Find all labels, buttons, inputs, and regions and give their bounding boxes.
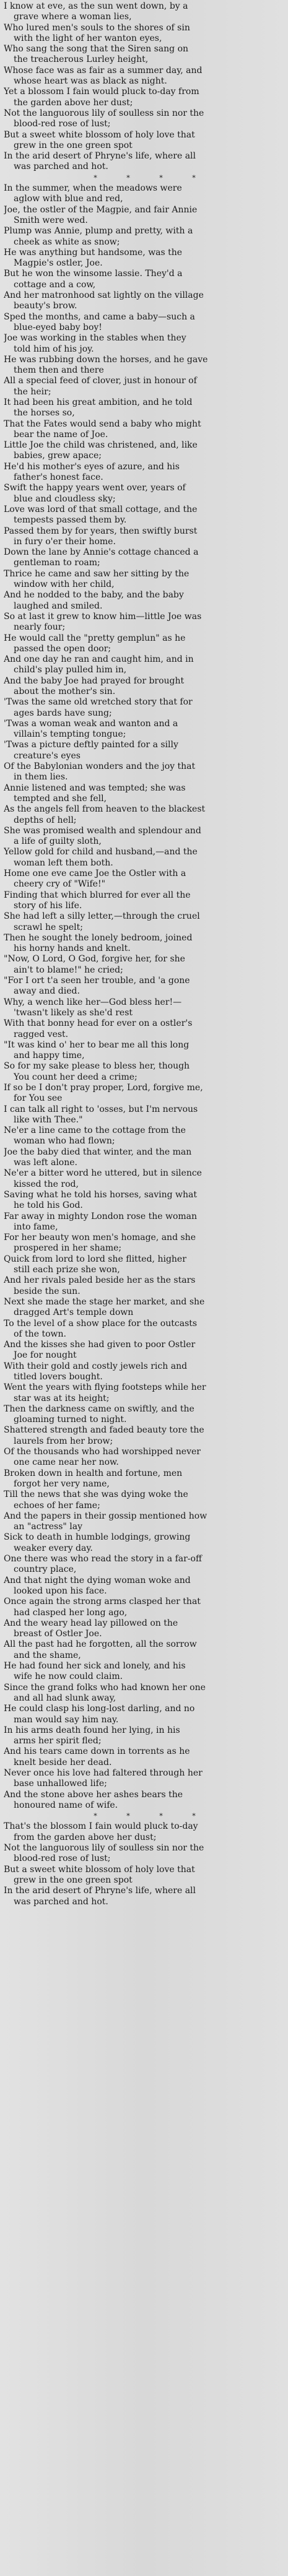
- poem-line: Far away in mighty London rose the woman: [4, 1211, 198, 1221]
- poem-line: laurels from her brow;: [14, 1436, 113, 1446]
- poem-line: One there was who read the story in a far-off: [4, 1554, 202, 1564]
- poem-line: Of the Babylonian wonders and the joy that: [4, 761, 196, 772]
- poem-line: a life of guilty sloth,: [14, 836, 102, 847]
- poem-line: If so be I don't pray proper, Lord, forgive me,: [4, 1082, 203, 1093]
- poem-line: father's honest face.: [14, 472, 103, 483]
- poem-line: Ne'er a line came to the cottage from the: [4, 1125, 186, 1136]
- poem-line: still each prize she won,: [14, 1265, 120, 1275]
- poem-line: cottage and a cow,: [14, 279, 96, 290]
- poem-line: Broken down in health and fortune, men: [4, 1468, 183, 1478]
- poem-line: I can talk all right to 'osses, but I'm nervous: [4, 1104, 198, 1114]
- section-separator: * * * *: [94, 173, 209, 182]
- poem-line: Love was lord of that small cottage, and the: [4, 504, 198, 514]
- poem-line: the heir;: [14, 386, 51, 397]
- poem-line: He'd his mother's eyes of azure, and his: [4, 461, 180, 472]
- poem-line: grew in the one green spot: [14, 140, 133, 150]
- poem-line: he told his God.: [14, 1200, 83, 1211]
- poem-line: echoes of her fame;: [14, 1500, 100, 1511]
- poem-line: With their gold and costly jewels rich and: [4, 1361, 188, 1371]
- poem-line: And her rivals paled beside her as the stars: [4, 1275, 196, 1286]
- poem-line: Passed them by for years, then swiftly burst: [4, 526, 198, 536]
- poem-line: window with her child,: [14, 579, 115, 590]
- poem-line: So for my sake please to bless her, though: [4, 1061, 190, 1072]
- poem-line: woman left them both.: [14, 857, 113, 868]
- poem-line: told him of his joy.: [14, 344, 94, 354]
- poem-line: in them lies.: [14, 772, 68, 783]
- poem-line: And he nodded to the baby, and the baby: [4, 590, 184, 601]
- poem-line: Why, a wench like her—God bless her!—: [4, 997, 182, 1007]
- poem-line: blood-red rose of lust;: [14, 1854, 111, 1864]
- poem-line: I know at eve, as the sun went down, by a: [4, 1, 188, 11]
- poem-line: Who lured men's souls to the shores of sin: [4, 22, 190, 33]
- poem-line: Never once his love had faltered through her: [4, 1767, 203, 1778]
- poem-line: his horny hands and knelt.: [14, 943, 131, 954]
- poem-line: nearly four;: [14, 622, 66, 633]
- poem-line: And one day he ran and caught him, and in: [4, 654, 194, 665]
- poem-line: Little Joe the child was christened, and, like: [4, 440, 198, 451]
- poem-line: was parched and hot.: [14, 162, 108, 172]
- poem-line: Then the darkness came on swiftly, and the: [4, 1403, 194, 1414]
- poem-line: Who sang the song that the Siren sang on: [4, 44, 189, 54]
- poem-line: He had found her sick and lonely, and his: [4, 1661, 186, 1672]
- poem-line: Joe, the ostler of the Magpie, and fair Annie: [4, 204, 198, 215]
- poem-line: for You see: [14, 1093, 63, 1104]
- poem-line: beauty's brow.: [14, 301, 77, 311]
- poem-line: Yet a blossom I fain would pluck to-day from: [4, 87, 199, 97]
- poem-line: like with Thee.": [14, 1114, 83, 1125]
- poem-line: That's the blossom I fain would pluck to-day: [4, 1821, 198, 1832]
- poem-line: "For I ort t'a seen her trouble, and 'a gone: [4, 976, 190, 986]
- poem-line: Shattered strength and faded beauty tore the: [4, 1425, 204, 1436]
- poem-line: As the angels fell from heaven to the blackest: [4, 804, 206, 815]
- poem-line: Smith were wed.: [14, 215, 88, 225]
- poem-line: Then he sought the lonely bedroom, joined: [4, 932, 193, 943]
- poem-line: 'twasn't likely as she'd rest: [14, 1007, 133, 1018]
- poem-line: He was rubbing down the horses, and he gave: [4, 354, 208, 365]
- poem-line: But a sweet white blossom of holy love that: [4, 129, 195, 140]
- poem-line: the horses so,: [14, 408, 75, 418]
- poem-line: and all had slunk away,: [14, 1693, 116, 1703]
- poem-line: All a special feed of clover, just in honour of: [4, 376, 197, 386]
- poem-line: grew in the one green spot: [14, 1875, 133, 1885]
- poem-line: She had left a silly letter,—through the cruel: [4, 911, 200, 922]
- poem-line: knelt beside her dead.: [14, 1757, 112, 1767]
- poem-line: grave where a woman lies,: [14, 12, 132, 22]
- poem-line: tempests passed them by.: [14, 515, 127, 526]
- poem-line: He was anything but handsome, was the: [4, 247, 183, 258]
- poem-line: Not the languorous lily of soulless sin nor the: [4, 108, 204, 118]
- poem-line: Yellow gold for child and husband,—and the: [4, 847, 198, 857]
- poem-line: tempted and she fell,: [14, 793, 107, 804]
- poem-line: Swift the happy years went over, years of: [4, 483, 186, 493]
- poem-line: And the baby Joe had prayed for brought: [4, 675, 185, 686]
- section-separator: * * * *: [94, 1812, 209, 1821]
- poem-line: arms her spirit fled;: [14, 1736, 102, 1746]
- poem-line: Thrice he came and saw her sitting by the: [4, 568, 190, 579]
- poem-line: dragged Art's temple down: [14, 1308, 134, 1318]
- poem-line: base unhallowed life;: [14, 1779, 107, 1789]
- poem-line: 'Twas the same old wretched story that for: [4, 697, 193, 708]
- poem-line: weaker every day.: [14, 1543, 93, 1553]
- poem-line: ain't to blame!" he cried;: [14, 965, 123, 975]
- poem-line: kissed the rod,: [14, 1179, 79, 1189]
- poem-line: whose heart was as black as night.: [14, 76, 167, 87]
- poem-line: Sped the months, and came a baby—such a: [4, 311, 195, 322]
- poem-line: "It was kind o' her to bear me all this long: [4, 1039, 190, 1050]
- poem-line: wife he now could claim.: [14, 1672, 123, 1682]
- poem-line: star was at its height;: [14, 1393, 110, 1403]
- poem-line: Quick from lord to lord she flitted, higher: [4, 1254, 186, 1264]
- poem-line: laughed and smiled.: [14, 601, 103, 611]
- poem-line: In the arid desert of Phryne's life, where all: [4, 1886, 196, 1896]
- poem-line: blood-red rose of lust;: [14, 119, 111, 129]
- poem-line: story of his life.: [14, 900, 82, 911]
- poem-line: And the papers in their gossip mentioned how: [4, 1511, 207, 1521]
- poem-line: had clasped her long ago,: [14, 1607, 128, 1618]
- poem-line: And his tears came down in torrents as he: [4, 1746, 190, 1757]
- poem-line: and the shame,: [14, 1650, 81, 1660]
- poem-line: Home one eve came Joe the Ostler with a: [4, 869, 186, 879]
- poem-line: the garden above her dust;: [14, 97, 133, 108]
- poem-line: away and died.: [14, 986, 80, 997]
- poem-line: beside the sun.: [14, 1286, 81, 1296]
- poem-line: blue and cloudless sky;: [14, 493, 116, 504]
- poem-line: the treacherous Lurley height,: [14, 54, 149, 65]
- poem-line: looked upon his face.: [14, 1585, 107, 1596]
- poem-line: from the garden above her dust;: [14, 1832, 157, 1842]
- poem-line: passed the open door;: [14, 643, 111, 654]
- poem-line: was left alone.: [14, 1158, 77, 1168]
- poem-line: Plump was Annie, plump and pretty, with a: [4, 226, 193, 236]
- poem-line: But he won the winsome lassie. They'd a: [4, 269, 183, 279]
- poem-line: ages bards have sung;: [14, 708, 112, 718]
- poem-line: Whose face was as fair as a summer day, and: [4, 65, 203, 76]
- poem-line: cheery cry of "Wife!": [14, 879, 106, 890]
- poem-line: aglow with blue and red,: [14, 194, 123, 204]
- poem-line: To the level of a show place for the outcasts: [4, 1318, 198, 1329]
- poem-line: country place,: [14, 1564, 77, 1575]
- poem-line: And that night the dying woman woke and: [4, 1575, 191, 1585]
- poem-line: Saving what he told his horses, saving what: [4, 1189, 198, 1200]
- poem-line: But a sweet white blossom of holy love that: [4, 1864, 195, 1875]
- poem-line: honoured name of wife.: [14, 1800, 118, 1810]
- poem-line: in fury o'er their home.: [14, 536, 116, 547]
- poem-line: forgot her very name,: [14, 1478, 110, 1489]
- poem-line: And the kisses she had given to poor Ostler: [4, 1340, 196, 1350]
- poem-line: bear the name of Joe.: [14, 429, 108, 440]
- poem-line: So at last it grew to know him—little Joe was: [4, 611, 202, 622]
- poem-line: and happy time,: [14, 1051, 85, 1061]
- poem-line: Sick to death in humble lodgings, growing: [4, 1532, 191, 1543]
- poem-line: Magpie's ostler, Joe.: [14, 258, 103, 269]
- poem-line: villain's tempting tongue;: [14, 729, 126, 740]
- poem-line: breast of Ostler Joe.: [14, 1629, 102, 1639]
- poem-line: You count her deed a crime;: [14, 1072, 137, 1082]
- poem-line: For her beauty won men's homage, and she: [4, 1233, 196, 1243]
- poem-line: And her matronhood sat lightly on the village: [4, 290, 204, 301]
- poem-line: child's play pulled him in,: [14, 665, 127, 675]
- poem-line: Joe the baby died that winter, and the man: [4, 1147, 192, 1157]
- poem-body: [4, 1, 286, 1907]
- poem-line: Joe was working in the stables when they: [4, 333, 186, 344]
- poem-line: Next she made the stage her market, and she: [4, 1296, 205, 1307]
- poem-line: cheek as white as snow;: [14, 236, 120, 247]
- poem-line: All the past had he forgotten, all the sorrow: [4, 1639, 197, 1650]
- poem-line: woman who had flown;: [14, 1136, 115, 1147]
- poem-line: was parched and hot.: [14, 1896, 108, 1907]
- poem-line: In his arms death found her lying, in his: [4, 1725, 180, 1735]
- poem-line: about the mother's sin.: [14, 687, 116, 696]
- poem-line: Ne'er a bitter word he uttered, but in silence: [4, 1168, 202, 1179]
- poem-line: "Now, O Lord, O God, forgive her, for she: [4, 954, 185, 965]
- poem-line: Down the lane by Annie's cottage chanced a: [4, 547, 199, 558]
- poem-line: Annie listened and was tempted; she was: [4, 783, 186, 793]
- poem-line: It had been his great ambition, and he told: [4, 397, 193, 407]
- poem-line: into fame,: [14, 1221, 58, 1232]
- poem-line: them then and there: [14, 365, 104, 376]
- poem-line: creature's eyes: [14, 750, 81, 761]
- poem-line: Joe for nought: [14, 1350, 77, 1361]
- poem-line: 'Twas a picture deftly painted for a silly: [4, 740, 178, 750]
- poem-line: ragged vest.: [14, 1029, 69, 1039]
- poem-line: babies, grew apace;: [14, 451, 102, 461]
- poem-line: Till the news that she was dying woke the: [4, 1490, 188, 1500]
- poem-line: of the town.: [14, 1329, 66, 1339]
- poem-line: blue-eyed baby boy!: [14, 322, 102, 332]
- poem-line: scrawl he spelt;: [14, 922, 83, 932]
- poem-line: He would call the "pretty gemplun" as he: [4, 633, 186, 643]
- poem-line: prospered in her shame;: [14, 1243, 122, 1254]
- poem-line: That the Fates would send a baby who might: [4, 418, 201, 429]
- poem-line: Not the languorous lily of soulless sin nor the: [4, 1843, 204, 1854]
- poem-line: gloaming turned to night.: [14, 1415, 127, 1425]
- poem-line: with the light of her wanton eyes,: [14, 33, 162, 43]
- poem-line: titled lovers bought.: [14, 1372, 103, 1382]
- poem-line: And the weary head lay pillowed on the: [4, 1618, 178, 1628]
- poem-line: And the stone above her ashes bears the: [4, 1789, 183, 1800]
- poem-line: gentleman to roam;: [14, 558, 100, 568]
- poem-line: In the summer, when the meadows were: [4, 183, 182, 194]
- poem-line: Finding that which blurred for ever all the: [4, 890, 191, 900]
- poem-line: man would say him nay.: [14, 1714, 119, 1725]
- poem-line: depths of hell;: [14, 815, 77, 825]
- poem-line: an "actress" lay: [14, 1522, 83, 1532]
- poem-line: In the arid desert of Phryne's life, where all: [4, 151, 196, 162]
- poem-line: Went the years with flying footsteps while her: [4, 1382, 206, 1393]
- poem-line: She was promised wealth and splendour and: [4, 825, 201, 836]
- poem-line: Of the thousands who had worshipped never: [4, 1447, 201, 1457]
- poem-line: Once again the strong arms clasped her that: [4, 1597, 201, 1607]
- poem-line: With that bonny head for ever on a ostler's: [4, 1018, 193, 1029]
- poem-line: He could clasp his long-lost darling, and no: [4, 1704, 195, 1714]
- poem-line: one came near her now.: [14, 1457, 119, 1468]
- poem-line: Since the grand folks who had known her one: [4, 1682, 206, 1693]
- poem-line: 'Twas a woman weak and wanton and a: [4, 718, 178, 729]
